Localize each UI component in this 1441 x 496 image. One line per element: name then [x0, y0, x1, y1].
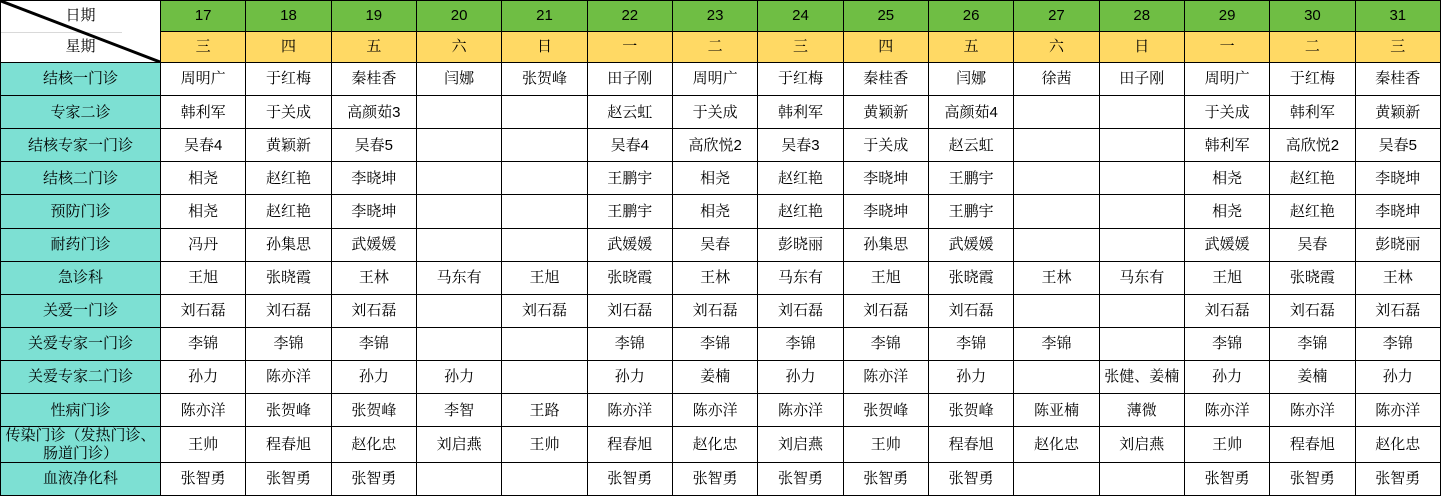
schedule-cell[interactable]: 武媛媛 — [1184, 228, 1269, 261]
department-label-cell[interactable]: 结核一门诊 — [1, 63, 161, 96]
schedule-cell[interactable]: 赵化忠 — [331, 427, 416, 463]
weekday-cell[interactable]: 三 — [161, 32, 246, 63]
schedule-cell[interactable]: 孙力 — [587, 360, 672, 393]
schedule-cell[interactable] — [1099, 294, 1184, 327]
schedule-cell[interactable]: 张贺峰 — [928, 394, 1013, 427]
table-row — [1, 427, 1441, 463]
schedule-cell[interactable]: 刘石磊 — [331, 294, 416, 327]
schedule-cell[interactable]: 相尧 — [1184, 195, 1269, 228]
schedule-cell[interactable]: 刘石磊 — [758, 294, 843, 327]
schedule-cell[interactable]: 李锦 — [928, 327, 1013, 360]
date-cell[interactable]: 28 — [1099, 1, 1184, 32]
schedule-cell[interactable]: 程春旭 — [246, 427, 331, 463]
schedule-cell[interactable]: 张智勇 — [331, 462, 416, 495]
schedule-cell[interactable]: 赵化忠 — [672, 427, 757, 463]
schedule-cell[interactable]: 吴春4 — [587, 129, 672, 162]
schedule-cell[interactable]: 马东有 — [758, 261, 843, 294]
schedule-cell[interactable]: 赵云虹 — [928, 129, 1013, 162]
schedule-cell[interactable]: 吴春 — [672, 228, 757, 261]
schedule-cell[interactable]: 赵红艳 — [246, 162, 331, 195]
schedule-cell[interactable]: 李锦 — [1014, 327, 1099, 360]
schedule-cell[interactable] — [416, 162, 501, 195]
weekday-cell[interactable]: 四 — [843, 32, 928, 63]
week-axis-label: 星期 — [65, 37, 96, 55]
department-label-cell[interactable]: 性病门诊 — [1, 394, 161, 427]
schedule-cell[interactable]: 黄颖新 — [843, 96, 928, 129]
roster-header — [1, 1, 1441, 63]
schedule-cell[interactable]: 李锦 — [1355, 327, 1440, 360]
schedule-cell[interactable] — [416, 228, 501, 261]
date-cell[interactable]: 26 — [928, 1, 1013, 32]
schedule-cell[interactable]: 孙力 — [416, 360, 501, 393]
schedule-cell[interactable]: 王旭 — [1184, 261, 1269, 294]
table-row — [1, 63, 1441, 96]
table-row — [1, 195, 1441, 228]
department-label-cell[interactable]: 传染门诊（发热门诊、肠道门诊） — [1, 427, 161, 463]
schedule-cell[interactable]: 刘启燕 — [416, 427, 501, 463]
schedule-cell[interactable]: 赵红艳 — [1270, 195, 1355, 228]
weekday-cell[interactable]: 六 — [1014, 32, 1099, 63]
schedule-cell[interactable]: 陈亦洋 — [758, 394, 843, 427]
schedule-cell[interactable]: 闫娜 — [928, 63, 1013, 96]
department-label-cell[interactable]: 血液净化科 — [1, 462, 161, 495]
schedule-cell[interactable]: 韩利军 — [1270, 96, 1355, 129]
date-cell[interactable]: 30 — [1270, 1, 1355, 32]
schedule-cell[interactable]: 李锦 — [331, 327, 416, 360]
schedule-cell[interactable]: 武媛媛 — [331, 228, 416, 261]
schedule-cell[interactable]: 赵云虹 — [587, 96, 672, 129]
schedule-cell[interactable]: 周明广 — [672, 63, 757, 96]
schedule-cell[interactable]: 王帅 — [843, 427, 928, 463]
schedule-cell[interactable]: 张贺峰 — [246, 394, 331, 427]
schedule-cell[interactable]: 武媛媛 — [928, 228, 1013, 261]
schedule-cell[interactable]: 刘石磊 — [1184, 294, 1269, 327]
schedule-cell[interactable]: 刘启燕 — [758, 427, 843, 463]
schedule-cell[interactable]: 高颜茹4 — [928, 96, 1013, 129]
schedule-cell[interactable] — [1014, 162, 1099, 195]
schedule-cell[interactable]: 张智勇 — [1270, 462, 1355, 495]
schedule-cell[interactable]: 高欣悦2 — [1270, 129, 1355, 162]
schedule-cell[interactable]: 韩利军 — [758, 96, 843, 129]
schedule-cell[interactable]: 李锦 — [587, 327, 672, 360]
schedule-cell[interactable] — [502, 129, 587, 162]
weekday-cell[interactable]: 日 — [1099, 32, 1184, 63]
weekday-cell[interactable]: 三 — [1355, 32, 1440, 63]
schedule-cell[interactable]: 王旭 — [161, 261, 246, 294]
schedule-cell[interactable]: 高欣悦2 — [672, 129, 757, 162]
schedule-cell[interactable] — [1014, 462, 1099, 495]
schedule-cell[interactable]: 闫娜 — [416, 63, 501, 96]
schedule-cell[interactable]: 于关成 — [843, 129, 928, 162]
schedule-cell[interactable]: 张智勇 — [672, 462, 757, 495]
table-row — [1, 327, 1441, 360]
schedule-cell[interactable] — [1014, 195, 1099, 228]
schedule-cell[interactable]: 刘石磊 — [502, 294, 587, 327]
schedule-cell[interactable] — [416, 195, 501, 228]
weekday-cell[interactable]: 五 — [331, 32, 416, 63]
schedule-cell[interactable] — [1014, 294, 1099, 327]
schedule-cell[interactable]: 刘石磊 — [1270, 294, 1355, 327]
schedule-cell[interactable]: 张晓霞 — [587, 261, 672, 294]
schedule-cell[interactable]: 程春旭 — [587, 427, 672, 463]
schedule-cell[interactable]: 陈亦洋 — [843, 360, 928, 393]
schedule-cell[interactable]: 姜楠 — [672, 360, 757, 393]
schedule-cell[interactable]: 相尧 — [672, 195, 757, 228]
schedule-cell[interactable]: 张智勇 — [587, 462, 672, 495]
schedule-cell[interactable]: 姜楠 — [1270, 360, 1355, 393]
schedule-cell[interactable]: 张贺峰 — [843, 394, 928, 427]
schedule-cell[interactable]: 徐茜 — [1014, 63, 1099, 96]
date-axis-label: 日期 — [65, 7, 96, 24]
schedule-cell[interactable] — [416, 96, 501, 129]
table-row — [1, 129, 1441, 162]
weekday-cell[interactable]: 四 — [246, 32, 331, 63]
schedule-cell[interactable]: 于关成 — [246, 96, 331, 129]
schedule-cell[interactable]: 刘石磊 — [928, 294, 1013, 327]
schedule-cell[interactable] — [502, 327, 587, 360]
schedule-cell[interactable]: 赵红艳 — [1270, 162, 1355, 195]
schedule-cell[interactable]: 吴春5 — [331, 129, 416, 162]
date-cell[interactable]: 17 — [161, 1, 246, 32]
table-row — [1, 228, 1441, 261]
corner-inner — [1, 1, 160, 62]
schedule-cell[interactable]: 程春旭 — [928, 427, 1013, 463]
schedule-cell[interactable]: 陈亦洋 — [246, 360, 331, 393]
schedule-cell[interactable]: 田子刚 — [587, 63, 672, 96]
schedule-cell[interactable]: 张智勇 — [1184, 462, 1269, 495]
date-cell[interactable]: 19 — [331, 1, 416, 32]
schedule-cell[interactable] — [1099, 327, 1184, 360]
schedule-cell[interactable]: 王鹏宇 — [587, 195, 672, 228]
schedule-cell[interactable]: 李晓坤 — [843, 162, 928, 195]
date-cell[interactable]: 18 — [246, 1, 331, 32]
department-label-cell[interactable]: 关爱专家一门诊 — [1, 327, 161, 360]
schedule-cell[interactable]: 张贺峰 — [331, 394, 416, 427]
schedule-cell[interactable] — [416, 462, 501, 495]
schedule-cell[interactable] — [1099, 462, 1184, 495]
schedule-cell[interactable]: 彭晓丽 — [1355, 228, 1440, 261]
date-cell[interactable]: 23 — [672, 1, 757, 32]
weekday-cell[interactable]: 三 — [758, 32, 843, 63]
weekday-header-row — [1, 32, 1441, 63]
corner-header-cell[interactable] — [1, 1, 161, 63]
schedule-cell[interactable]: 孙力 — [928, 360, 1013, 393]
schedule-cell[interactable]: 李锦 — [1184, 327, 1269, 360]
schedule-cell[interactable]: 王鹏宇 — [928, 195, 1013, 228]
department-label-cell[interactable]: 急诊科 — [1, 261, 161, 294]
weekday-cell[interactable]: 六 — [416, 32, 501, 63]
schedule-cell[interactable]: 马东有 — [416, 261, 501, 294]
schedule-cell[interactable]: 赵红艳 — [246, 195, 331, 228]
schedule-cell[interactable]: 冯丹 — [161, 228, 246, 261]
schedule-cell[interactable]: 薄微 — [1099, 394, 1184, 427]
schedule-cell[interactable]: 李锦 — [672, 327, 757, 360]
schedule-cell[interactable]: 王林 — [672, 261, 757, 294]
schedule-cell[interactable]: 王路 — [502, 394, 587, 427]
schedule-cell[interactable]: 张晓霞 — [246, 261, 331, 294]
schedule-cell[interactable]: 刘石磊 — [161, 294, 246, 327]
schedule-cell[interactable]: 刘石磊 — [672, 294, 757, 327]
weekday-cell[interactable]: 一 — [587, 32, 672, 63]
schedule-cell[interactable] — [416, 129, 501, 162]
schedule-cell[interactable]: 陈亚楠 — [1014, 394, 1099, 427]
schedule-cell[interactable]: 赵化忠 — [1014, 427, 1099, 463]
department-label-cell[interactable]: 专家二诊 — [1, 96, 161, 129]
schedule-cell[interactable] — [502, 462, 587, 495]
schedule-cell[interactable] — [502, 228, 587, 261]
schedule-cell[interactable] — [502, 162, 587, 195]
date-cell[interactable]: 20 — [416, 1, 501, 32]
schedule-cell[interactable] — [1099, 195, 1184, 228]
schedule-cell[interactable]: 李锦 — [161, 327, 246, 360]
schedule-cell[interactable] — [1099, 228, 1184, 261]
schedule-cell[interactable]: 秦桂香 — [1355, 63, 1440, 96]
schedule-cell[interactable]: 周明广 — [161, 63, 246, 96]
schedule-cell[interactable]: 张智勇 — [928, 462, 1013, 495]
schedule-cell[interactable]: 相尧 — [1184, 162, 1269, 195]
weekday-cell[interactable]: 二 — [672, 32, 757, 63]
date-cell[interactable]: 25 — [843, 1, 928, 32]
schedule-cell[interactable] — [416, 327, 501, 360]
schedule-cell[interactable]: 张智勇 — [843, 462, 928, 495]
date-cell[interactable]: 29 — [1184, 1, 1269, 32]
schedule-cell[interactable]: 张智勇 — [161, 462, 246, 495]
schedule-cell[interactable]: 刘启燕 — [1099, 427, 1184, 463]
schedule-cell[interactable]: 李锦 — [246, 327, 331, 360]
schedule-cell[interactable]: 赵红艳 — [758, 162, 843, 195]
schedule-cell[interactable] — [1099, 96, 1184, 129]
schedule-cell[interactable]: 王林 — [331, 261, 416, 294]
schedule-cell[interactable]: 孙力 — [758, 360, 843, 393]
schedule-cell[interactable]: 马东有 — [1099, 261, 1184, 294]
department-label-cell[interactable]: 结核专家一门诊 — [1, 129, 161, 162]
schedule-cell[interactable]: 李晓坤 — [1355, 195, 1440, 228]
schedule-cell[interactable]: 李锦 — [843, 327, 928, 360]
schedule-cell[interactable]: 秦桂香 — [331, 63, 416, 96]
date-cell[interactable]: 22 — [587, 1, 672, 32]
schedule-cell[interactable]: 吴春5 — [1355, 129, 1440, 162]
schedule-cell[interactable] — [1014, 228, 1099, 261]
schedule-cell[interactable]: 于关成 — [672, 96, 757, 129]
schedule-cell[interactable]: 彭晓丽 — [758, 228, 843, 261]
table-row — [1, 394, 1441, 427]
schedule-cell[interactable]: 李晓坤 — [843, 195, 928, 228]
schedule-cell[interactable] — [416, 294, 501, 327]
schedule-cell[interactable]: 陈亦洋 — [672, 394, 757, 427]
schedule-cell[interactable]: 武媛媛 — [587, 228, 672, 261]
schedule-cell[interactable]: 赵红艳 — [758, 195, 843, 228]
schedule-cell[interactable]: 黄颖新 — [246, 129, 331, 162]
department-label-cell[interactable]: 结核二门诊 — [1, 162, 161, 195]
schedule-cell[interactable] — [1099, 129, 1184, 162]
schedule-cell[interactable]: 张晓霞 — [928, 261, 1013, 294]
department-label-cell[interactable]: 预防门诊 — [1, 195, 161, 228]
table-row — [1, 294, 1441, 327]
schedule-cell[interactable]: 张晓霞 — [1270, 261, 1355, 294]
schedule-cell[interactable]: 刘石磊 — [1355, 294, 1440, 327]
schedule-cell[interactable]: 韩利军 — [1184, 129, 1269, 162]
schedule-cell[interactable]: 韩利军 — [161, 96, 246, 129]
schedule-cell[interactable]: 周明广 — [1184, 63, 1269, 96]
table-row — [1, 162, 1441, 195]
schedule-cell[interactable]: 李晓坤 — [331, 195, 416, 228]
schedule-cell[interactable] — [502, 96, 587, 129]
schedule-cell[interactable]: 李晓坤 — [331, 162, 416, 195]
date-header-row — [1, 1, 1441, 32]
schedule-cell[interactable]: 李晓坤 — [1355, 162, 1440, 195]
date-cell[interactable]: 24 — [758, 1, 843, 32]
department-label-cell[interactable]: 关爱一门诊 — [1, 294, 161, 327]
schedule-cell[interactable]: 孙集思 — [246, 228, 331, 261]
schedule-cell[interactable]: 王帅 — [161, 427, 246, 463]
schedule-cell[interactable]: 于红梅 — [1270, 63, 1355, 96]
schedule-cell[interactable]: 孙力 — [1184, 360, 1269, 393]
schedule-cell[interactable]: 于红梅 — [246, 63, 331, 96]
weekday-cell[interactable]: 二 — [1270, 32, 1355, 63]
schedule-cell[interactable]: 王旭 — [843, 261, 928, 294]
schedule-cell[interactable] — [502, 360, 587, 393]
schedule-cell[interactable]: 于红梅 — [758, 63, 843, 96]
schedule-cell[interactable]: 王林 — [1014, 261, 1099, 294]
weekday-cell[interactable]: 日 — [502, 32, 587, 63]
schedule-cell[interactable]: 陈亦洋 — [161, 394, 246, 427]
schedule-cell[interactable]: 高颜茹3 — [331, 96, 416, 129]
schedule-cell[interactable]: 黄颖新 — [1355, 96, 1440, 129]
weekday-cell[interactable]: 五 — [928, 32, 1013, 63]
schedule-cell[interactable]: 李锦 — [1270, 327, 1355, 360]
schedule-cell[interactable]: 孙力 — [1355, 360, 1440, 393]
schedule-cell[interactable]: 王帅 — [502, 427, 587, 463]
schedule-cell[interactable]: 赵化忠 — [1355, 427, 1440, 463]
schedule-cell[interactable] — [1099, 162, 1184, 195]
department-label-cell[interactable]: 关爱专家二门诊 — [1, 360, 161, 393]
schedule-cell[interactable] — [1014, 96, 1099, 129]
schedule-cell[interactable]: 王帅 — [1184, 427, 1269, 463]
schedule-cell[interactable]: 陈亦洋 — [1184, 394, 1269, 427]
schedule-cell[interactable]: 孙力 — [331, 360, 416, 393]
table-row — [1, 261, 1441, 294]
schedule-cell[interactable] — [1014, 129, 1099, 162]
schedule-cell[interactable]: 王旭 — [502, 261, 587, 294]
schedule-cell[interactable]: 相尧 — [672, 162, 757, 195]
schedule-cell[interactable]: 刘石磊 — [843, 294, 928, 327]
schedule-cell[interactable]: 吴春 — [1270, 228, 1355, 261]
schedule-cell[interactable]: 李锦 — [758, 327, 843, 360]
schedule-cell[interactable]: 王鹏宇 — [928, 162, 1013, 195]
schedule-cell[interactable] — [502, 195, 587, 228]
schedule-cell[interactable] — [1014, 360, 1099, 393]
schedule-cell[interactable]: 相尧 — [161, 162, 246, 195]
weekday-cell[interactable]: 一 — [1184, 32, 1269, 63]
schedule-cell[interactable]: 张智勇 — [1355, 462, 1440, 495]
schedule-cell[interactable]: 陈亦洋 — [587, 394, 672, 427]
schedule-cell[interactable]: 张健、姜楠 — [1099, 360, 1184, 393]
schedule-cell[interactable]: 吴春4 — [161, 129, 246, 162]
schedule-cell[interactable]: 秦桂香 — [843, 63, 928, 96]
schedule-cell[interactable]: 陈亦洋 — [1355, 394, 1440, 427]
schedule-cell[interactable]: 张智勇 — [246, 462, 331, 495]
date-cell[interactable]: 21 — [502, 1, 587, 32]
department-label-cell[interactable]: 耐药门诊 — [1, 228, 161, 261]
schedule-cell[interactable]: 孙力 — [161, 360, 246, 393]
date-cell[interactable]: 31 — [1355, 1, 1440, 32]
roster-body — [1, 63, 1441, 496]
schedule-cell[interactable]: 于关成 — [1184, 96, 1269, 129]
schedule-cell[interactable]: 刘石磊 — [246, 294, 331, 327]
schedule-cell[interactable]: 孙集思 — [843, 228, 928, 261]
schedule-cell[interactable]: 张智勇 — [758, 462, 843, 495]
table-row — [1, 96, 1441, 129]
schedule-cell[interactable]: 吴春3 — [758, 129, 843, 162]
schedule-cell[interactable]: 张贺峰 — [502, 63, 587, 96]
table-row — [1, 462, 1441, 495]
schedule-cell[interactable]: 刘石磊 — [587, 294, 672, 327]
table-row — [1, 360, 1441, 393]
date-cell[interactable]: 27 — [1014, 1, 1099, 32]
schedule-cell[interactable]: 相尧 — [161, 195, 246, 228]
schedule-cell[interactable]: 李智 — [416, 394, 501, 427]
schedule-cell[interactable]: 田子刚 — [1099, 63, 1184, 96]
schedule-cell[interactable]: 王鹏宇 — [587, 162, 672, 195]
schedule-cell[interactable]: 王林 — [1355, 261, 1440, 294]
schedule-cell[interactable]: 程春旭 — [1270, 427, 1355, 463]
schedule-cell[interactable]: 陈亦洋 — [1270, 394, 1355, 427]
